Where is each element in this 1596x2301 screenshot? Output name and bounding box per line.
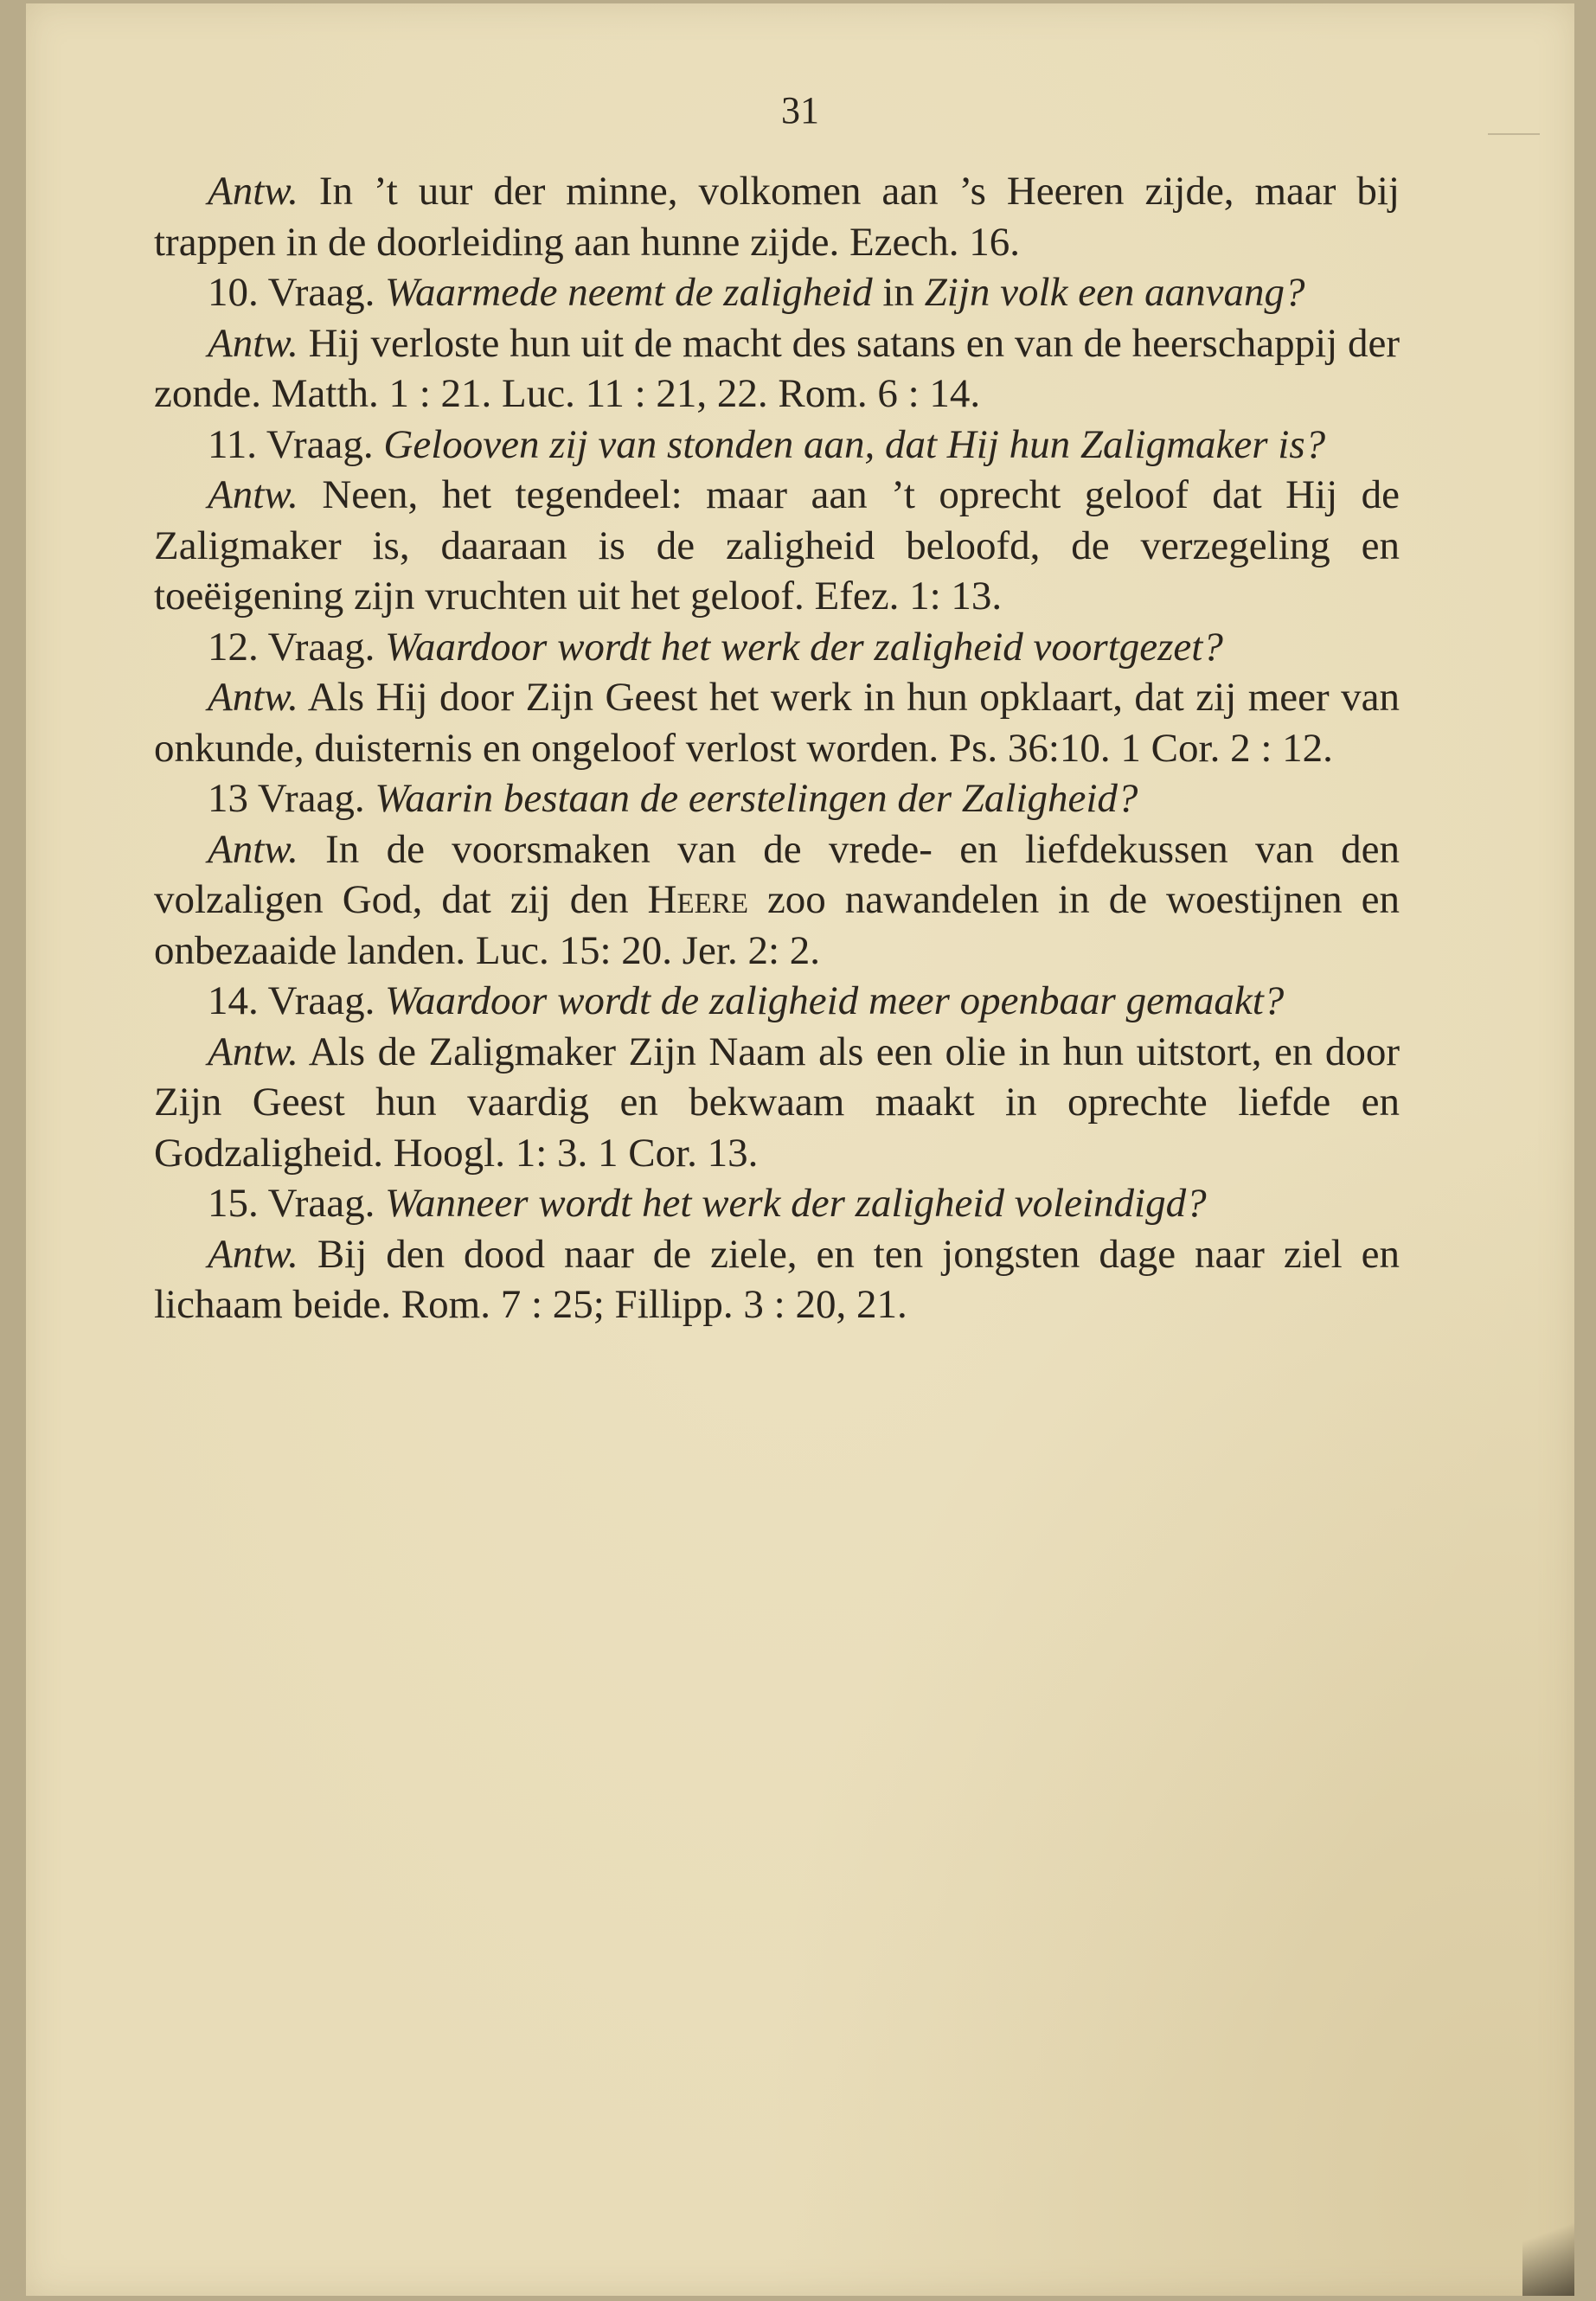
answer-label: Antw. [208,1231,298,1277]
answer-label: Antw. [208,169,298,214]
catechism-text [154,166,1400,1330]
question-label: Vraag. [258,978,386,1023]
margin-mark [1488,133,1540,135]
answer-text-end: zoo nawandelen in de woestijnen en onbezaaide landen. Luc. 15: 20. Jer. 2: 2. [154,877,1400,973]
question-text: Waardoor wordt het werk der zaligheid voortgezet? [385,624,1223,670]
question-text-end: Zijn volk een aanvang? [924,270,1305,315]
answer-10 [154,318,1400,420]
question-number: 11. [208,421,258,467]
question-text: Waardoor wordt de zaligheid meer openbaar gemaakt? [385,978,1285,1023]
question-text: Wanneer wordt het werk der zaligheid voleindigd? [385,1181,1207,1226]
question-label: Vraag. [258,270,386,315]
question-number: 12. [208,624,259,670]
question-text: Waarmede neemt de zaligheid [385,270,873,315]
answer-15 [154,1229,1400,1330]
answer-9 [154,166,1400,267]
question-10 [154,267,1400,318]
answer-label: Antw. [208,1029,298,1074]
question-number: 15. [208,1181,259,1226]
question-15 [154,1178,1400,1229]
answer-text: In ’t uur der minne, volkomen aan ’s Heeren zijde, maar bij trappen in de doorleiding aan hunne zijde. Ezech. 16. [154,169,1400,265]
question-12 [154,622,1400,673]
question-14 [154,976,1400,1027]
book-page [26,3,1574,2296]
answer-text: Als Hij door Zijn Geest het werk in hun opklaart, dat zij meer van onkunde, duisternis en ongeloof verlost worden. Ps. 36:10. 1 Cor. 2 : 12. [154,675,1400,771]
question-13 [154,773,1400,824]
question-text-middle: in [872,270,925,315]
question-label: Vraag. [257,421,384,467]
answer-label: Antw. [208,320,298,366]
question-text: Waarin bestaan de eerstelingen der Zaligheid? [375,776,1138,821]
heere-smallcaps: Heere [647,877,748,922]
question-number: 10. [208,270,259,315]
answer-label: Antw. [208,826,298,872]
question-number: 14. [208,978,259,1023]
question-label: Vraag. [248,776,375,821]
answer-text: Als de Zaligmaker Zijn Naam als een olie in hun uitstort, en door Zijn Geest hun vaardig en bekwaam maakt in oprechte liefde en Godzaligheid. Hoogl. 1: 3. 1 Cor. 13. [154,1029,1400,1176]
answer-text: Bij den dood naar de ziele, en ten jongsten dage naar ziel en lichaam beide. Rom. 7 : 25; Fillipp. 3 : 20, 21. [154,1231,1400,1327]
answer-label: Antw. [208,675,298,720]
answer-text: Hij verloste hun uit de macht des satans en van de heerschappij der zonde. Matth. 1 : 21. Luc. 11 : 21, 22. Rom. 6 : 14. [154,320,1400,416]
question-11 [154,420,1400,471]
page-number: 31 [781,89,819,131]
answer-text: Neen, het tegendeel: maar aan ’t oprecht geloof dat Hij de Zaligmaker is, daaraan is de zaligheid beloofd, de verzegeling en toeëigening zijn vruchten uit het geloof. Efez. 1: 13. [154,472,1400,619]
page-corner-shadow [1522,2192,1574,2296]
question-label: Vraag. [258,1181,386,1226]
answer-label: Antw. [208,472,298,517]
answer-14 [154,1027,1400,1179]
answer-13 [154,824,1400,977]
answer-text: In de voorsmaken van de vrede- en liefdekussen van den volzaligen God, dat zij den [154,826,1400,922]
question-label: Vraag. [258,624,386,670]
answer-12 [154,672,1400,773]
answer-11 [154,470,1400,622]
question-text: Gelooven zij van stonden aan, dat Hij hun Zaligmaker is? [383,421,1326,467]
question-number: 13 [208,776,248,821]
